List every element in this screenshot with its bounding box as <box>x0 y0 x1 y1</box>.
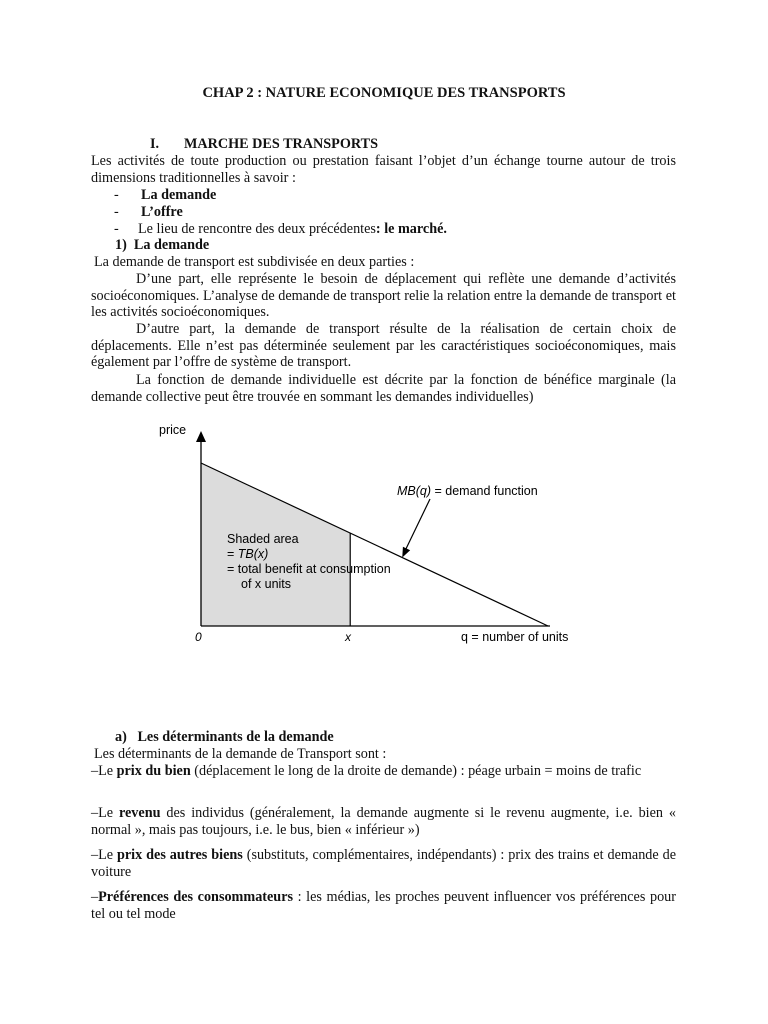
chapter-title: CHAP 2 : NATURE ECONOMIQUE DES TRANSPORTS <box>202 85 566 101</box>
subsection-heading: 1) La demande <box>115 237 210 253</box>
paragraph-1: D’une part, elle représente le besoin de déplacement qui reflète une demande d’activités socioéconomiques. L’analyse de demande de transport relie la relation entre la demande de transport et les activités socioéconomiques. <box>91 271 676 321</box>
y-axis-label: price <box>159 423 187 437</box>
item-text: des individus (généralement, la demande augmente si le revenu augmente, i.e. bien « normal », mais pas toujours, i.e. le bus, bien « inférieur ») <box>91 805 677 838</box>
demand-pointer-arrow <box>403 499 430 555</box>
item-prefix: –Le <box>91 763 117 779</box>
list-dash: - <box>114 204 119 220</box>
section-title: MARCHE DES TRANSPORTS <box>184 136 378 152</box>
origin-label: 0 <box>195 630 202 644</box>
determinant-item <box>91 889 676 922</box>
item-keyword: Préférences des consommateurs <box>98 889 294 905</box>
shaded-label-line-3: = total benefit at consumption <box>227 562 391 576</box>
shaded-label-line-4: of x units <box>241 577 292 591</box>
list-item-marche <box>138 221 447 238</box>
shaded-label-line-1: Shaded area <box>227 532 299 546</box>
y-axis-arrow <box>196 431 206 442</box>
determinants-heading: a) Les déterminants de la demande <box>115 729 334 745</box>
item-text: (substituts, complémentaires, indépendants) : prix des trains et demande de voiture <box>91 847 676 880</box>
section-heading <box>150 136 378 153</box>
determinant-item <box>91 805 676 838</box>
list-item-marche-text: Le lieu de rencontre des deux précédentes <box>138 221 376 237</box>
item-text: : les médias, les proches peuvent influencer vos préférences pour tel ou tel mode <box>91 889 676 922</box>
dimensions-list <box>0 187 768 239</box>
paragraph-3: La fonction de demande individuelle est décrite par la fonction de bénéfice marginale (la demande collective peut être trouvée en sommant les demandes individuelles) <box>91 372 676 405</box>
list-dash: - <box>114 187 119 203</box>
demand-function-label: MB(q) = demand function <box>397 484 538 498</box>
list-item-offre: L’offre <box>141 204 183 220</box>
item-keyword: prix des autres biens <box>116 847 243 863</box>
item-text: (déplacement le long de la droite de demande) : péage urbain = moins de trafic <box>190 763 642 779</box>
section-intro: Les activités de toute production ou prestation faisant l’objet d’un échange tourne autour de trois dimensions traditionnelles à savoir : <box>91 153 676 186</box>
list-item-marche-bold: : le marché. <box>375 221 447 237</box>
list-dash: - <box>114 221 119 237</box>
demand-function-label-rest: = demand function <box>431 484 538 498</box>
determinant-item <box>91 763 676 780</box>
item-prefix: –Le <box>91 805 119 821</box>
item-keyword: prix du bien <box>116 763 191 779</box>
item-keyword: revenu <box>118 805 161 821</box>
section-number: I. <box>150 136 160 152</box>
subsection-intro: La demande de transport est subdivisée en deux parties : <box>94 254 415 270</box>
determinant-item <box>91 847 676 880</box>
x-marker-label: x <box>345 630 351 644</box>
shaded-label-line-2: = TB(x) <box>227 547 269 561</box>
item-prefix: – <box>91 889 99 905</box>
item-prefix: –Le <box>91 847 117 863</box>
determinants-intro: Les déterminants de la demande de Transport sont : <box>94 746 387 762</box>
paragraph-2: D’autre part, la demande de transport résulte de la réalisation de certain choix de déplacements. Elle n’est pas déterminée seulement par les caractéristiques socioéconomiques, mais également par l’offre de système de transport. <box>91 321 676 371</box>
demand-pointer-arrowhead <box>402 547 410 558</box>
list-item-demande: La demande <box>141 187 217 203</box>
demand-chart <box>150 420 600 650</box>
x-axis-label: q = number of units <box>461 630 569 644</box>
